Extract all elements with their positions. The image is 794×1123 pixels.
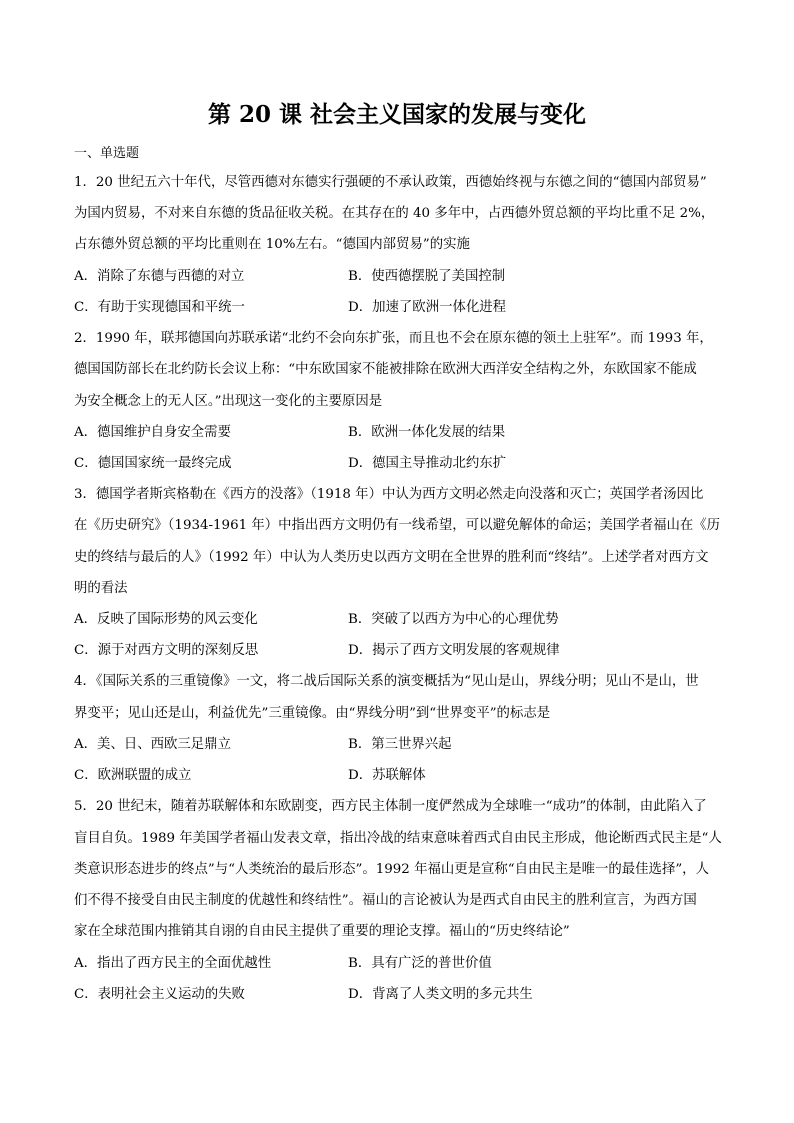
question-2-line-3: 为安全概念上的无人区。”出现这一变化的主要原因是	[74, 394, 383, 409]
question-2-option-b: B．欧洲一体化发展的结果	[348, 425, 506, 440]
question-3-option-c: C．源于对西方文明的深刻反思	[74, 643, 259, 658]
question-5-line-1: 5．20 世纪末，随着苏联解体和东欧剧变，西方民主体制一度俨然成为全球唯一“成功”的体制，由此陷入了	[74, 799, 707, 814]
page-title: 第 20 课 社会主义国家的发展与变化	[207, 101, 587, 128]
question-4-line-1: 4．《国际关系的三重镜像》一文，将二战后国际关系的演变概括为“见山是山，界线分明；见山不是山，世	[74, 674, 699, 689]
question-1-option-a: A．消除了东德与西德的对立	[74, 269, 245, 284]
question-1-option-b: B．使西德摆脱了美国控制	[348, 269, 506, 284]
question-5-line-5: 家在全球范围内推销其自诩的自由民主提供了重要的理论支撑。福山的“历史终结论”	[74, 924, 570, 939]
question-5-line-4: 们不得不接受自由民主制度的优越性和终结性”。福山的言论被认为是西式自由民主的胜利宣言，为西方国	[74, 893, 697, 908]
question-3-line-2: 在《历史研究》（1934-1961 年）中指出西方文明仍有一线希望，可以避免解体的命运；美国学者福山在《历	[74, 518, 721, 533]
question-5-option-c: C．表明社会主义运动的失败	[74, 987, 245, 1002]
question-2-option-c: C．德国国家统一最终完成	[74, 456, 232, 471]
question-4-line-2: 界变平；见山还是山，利益优先”三重镜像。由“界线分明”到“世界变平”的标志是	[74, 706, 551, 721]
question-2-line-1: 2．1990 年，联邦德国向苏联承诺“北约不会向东扩张，而且也不会在原东德的领土上驻军”。而 1993 年，	[74, 331, 713, 346]
question-5-option-a: A．指出了西方民主的全面优越性	[74, 956, 272, 971]
section-heading: 一、单选题	[74, 146, 140, 161]
question-3-option-b: B．突破了以西方为中心的心理优势	[348, 612, 559, 627]
question-3-line-3: 史的终结与最后的人》（1992 年）中认为人类历史以西方文明在全世界的胜利而“终结”。上述学者对西方文	[74, 550, 709, 565]
question-5-line-2: 盲目自负。1989 年美国学者福山发表文章，指出冷战的结束意味着西式自由民主形成，他论断西式民主是“人	[74, 831, 722, 846]
question-2-option-d: D．德国主导推动北约东扩	[348, 456, 507, 471]
question-3-option-a: A．反映了国际形势的风云变化	[74, 612, 258, 627]
question-4-option-a: A．美、日、西欧三足鼎立	[74, 737, 231, 752]
question-3-line-1: 3．德国学者斯宾格勒在《西方的没落》（1918 年）中认为西方文明必然走向没落和灭亡；英国学者汤因比	[74, 487, 704, 502]
question-4-option-b: B．第三世界兴起	[348, 737, 452, 752]
question-4-option-d: D．苏联解体	[348, 768, 426, 783]
question-2-option-a: A．德国维护自身安全需要	[74, 425, 231, 440]
question-5-line-3: 类意识形态进步的终点”与“人类统治的最后形态”。1992 年福山更是宣称“自由民主是唯一的最佳选择”，人	[74, 862, 709, 877]
question-4-option-c: C．欧洲联盟的成立	[74, 768, 192, 783]
question-3-line-4: 明的看法	[74, 581, 128, 596]
question-5-option-d: D．背离了人类文明的多元共生	[348, 987, 533, 1002]
question-3-option-d: D．揭示了西方文明发展的客观规律	[348, 643, 560, 658]
question-1-line-3: 占东德外贸总额的平均比重则在 10%左右。“德国内部贸易”的实施	[74, 237, 470, 252]
question-2-line-2: 德国国防部长在北约防长会议上称：“中东欧国家不能被排除在欧洲大西洋安全结构之外，东欧国家不能成	[74, 362, 697, 377]
question-1-option-d: D．加速了欧洲一体化进程	[348, 300, 507, 315]
question-1-line-2: 为国内贸易，不对来自东德的货品征收关税。在其存在的 40 多年中，占西德外贸总额的平均比重不足 2%，	[74, 206, 715, 221]
question-1-option-c: C．有助于实现德国和平统一	[74, 300, 245, 315]
question-1-line-1: 1．20 世纪五六十年代，尽管西德对东德实行强硬的不承认政策，西德始终视与东德之间的“德国内部贸易”	[74, 175, 707, 190]
question-5-option-b: B．具有广泛的普世价值	[348, 956, 492, 971]
